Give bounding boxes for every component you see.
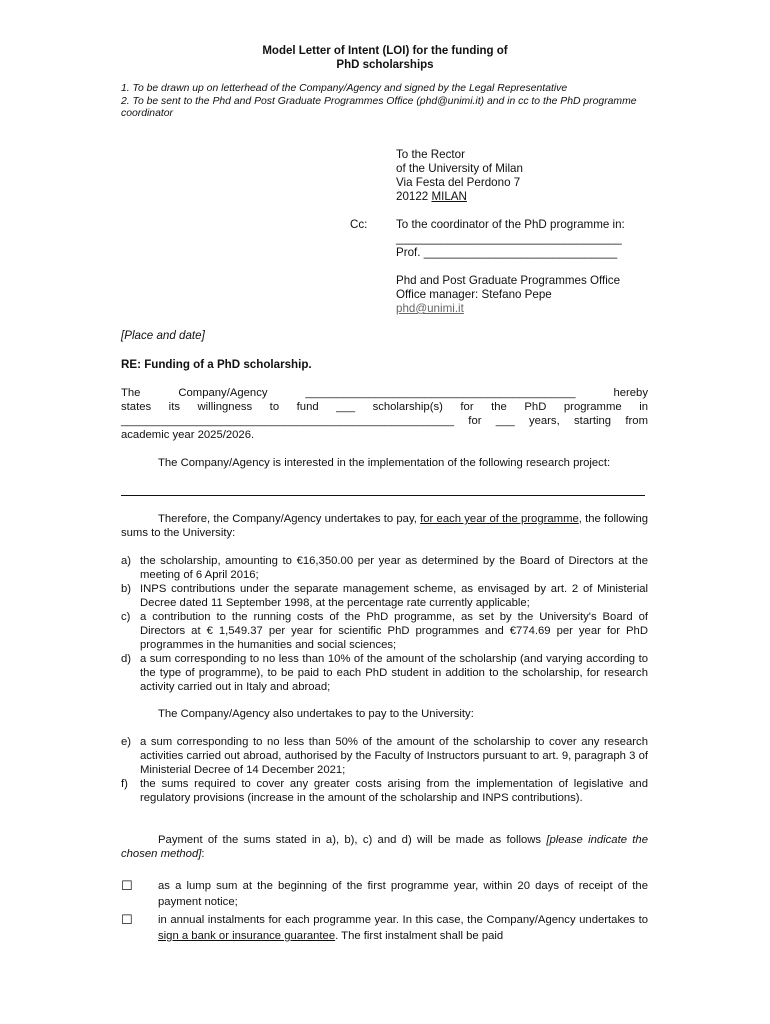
sums-list xyxy=(121,554,648,694)
city: MILAN xyxy=(431,190,467,203)
checkbox-icon[interactable]: ☐ xyxy=(121,912,133,927)
address-line-4 xyxy=(396,190,666,204)
recipient-address xyxy=(396,148,666,204)
postcode: 20122 xyxy=(396,190,429,203)
list-item-text: a contribution to the running costs of the PhD programme, as set by the University's Board of Directors at € 1,549.37 per year for scientific PhD programmes and €774.69 per year for PhD programmes in the humanities and social sciences; xyxy=(140,611,648,651)
paragraph-1-line-3: _____________________________________________________ for ___ years, starting from xyxy=(121,415,648,427)
payment-option-text-start: in annual instalments for each programme year. In this case, the Company/Agency undertakes to xyxy=(158,914,648,926)
list-item xyxy=(121,777,648,805)
cc-office: Phd and Post Graduate Programmes Office xyxy=(396,274,621,287)
list-marker: a) xyxy=(121,555,132,567)
list-marker: e) xyxy=(121,736,132,748)
title-line-2: PhD scholarships xyxy=(336,59,434,71)
address-line-3: Via Festa del Perdono 7 xyxy=(396,176,521,189)
payment-option-text xyxy=(158,912,648,944)
list-item-text: the sums required to cover any greater costs arising from the implementation of legislative and regulatory provisions (increase in the amount of the scholarship and INPS contributions). xyxy=(140,778,648,804)
payment-option-text-end: . The first instalment shall be paid xyxy=(335,930,504,942)
paragraph-1-line-4: academic year 2025/2026. xyxy=(121,429,255,441)
list-item-text: INPS contributions under the separate management scheme, as envisaged by art. 2 of Ministerial Decree dated 11 September 1998, at the percentage rate currently applicable; xyxy=(140,583,648,609)
cc-spacer xyxy=(396,260,676,274)
cc-line-1: To the coordinator of the PhD programme in: xyxy=(396,218,625,231)
list-marker: f) xyxy=(121,778,128,790)
paragraph-2: The Company/Agency is interested in the implementation of the following research project: xyxy=(158,457,611,469)
paragraph-5 xyxy=(121,833,648,861)
paragraph-5-italic: [please indicate the chosen method] xyxy=(121,834,648,860)
paragraph-5-text: Payment of the sums stated in a), b), c) and d) will be made as follows xyxy=(158,834,542,846)
document-title xyxy=(0,44,770,72)
paragraph-3-text: Therefore, the Company/Agency undertakes to pay, xyxy=(158,513,417,525)
instruction-2: 2. To be sent to the Phd and Post Graduate Programmes Office (phd@unimi.it) and in cc to the PhD programme coordinator xyxy=(121,95,637,119)
paragraph-3 xyxy=(121,512,648,540)
list-item xyxy=(121,610,648,652)
paragraph-4: The Company/Agency also undertakes to pay to the University: xyxy=(158,708,474,720)
list-item xyxy=(121,652,648,694)
list-marker: b) xyxy=(121,583,132,595)
checkbox-icon[interactable]: ☐ xyxy=(121,878,133,893)
title-line-1: Model Letter of Intent (LOI) for the funding of xyxy=(262,45,508,57)
payment-option-text: as a lump sum at the beginning of the first programme year, within 20 days of receipt of the payment notice; xyxy=(158,880,648,908)
list-item-text: a sum corresponding to no less than 10% of the amount of the scholarship (and varying according to the type of programme), to be paid to each PhD student in addition to the scholarship, for research activity carried out in Italy and abroad; xyxy=(140,653,648,693)
cc-blank-line: ___________________________________ xyxy=(396,232,622,245)
payment-option-instalments[interactable] xyxy=(121,912,648,944)
project-blank-line xyxy=(121,495,645,496)
additional-sums-list xyxy=(121,735,648,805)
cc-label: Cc: xyxy=(350,218,368,231)
list-item xyxy=(121,735,648,777)
list-item xyxy=(121,582,648,610)
list-item-text: a sum corresponding to no less than 50% of the amount of the scholarship to cover any research activities carried out abroad, authorised by the Faculty of Instructors pursuant to art. 9, paragraph 3 of Ministerial Decree of 14 December 2021; xyxy=(140,736,648,776)
subject-line: RE: Funding of a PhD scholarship. xyxy=(121,358,312,371)
paragraph-1 xyxy=(121,386,648,442)
list-item xyxy=(121,554,648,582)
paragraph-1-line-2: states its willingness to fund ___ scholarship(s) for the PhD programme in xyxy=(121,401,648,413)
cc-manager: Office manager: Stefano Pepe xyxy=(396,288,552,301)
address-line-1: To the Rector xyxy=(396,148,465,161)
list-marker: c) xyxy=(121,611,131,623)
place-and-date: [Place and date] xyxy=(121,329,205,342)
instructions xyxy=(121,83,651,121)
payment-option-lump-sum[interactable] xyxy=(121,878,648,910)
list-marker: d) xyxy=(121,653,132,665)
payment-option-underlined: sign a bank or insurance guarantee xyxy=(158,930,336,942)
paragraph-3-underlined: for each year of the programme xyxy=(420,513,579,525)
paragraph-1-line-1: The Company/Agency ___________________________________________ hereby xyxy=(121,387,648,399)
cc-email-link[interactable]: phd@unimi.it xyxy=(396,302,464,315)
paragraph-3-end: , the following sums to the University: xyxy=(121,513,649,539)
address-line-2: of the University of Milan xyxy=(396,162,523,175)
instruction-1: 1. To be drawn up on letterhead of the Company/Agency and signed by the Legal Representative xyxy=(121,83,568,94)
paragraph-5-end: : xyxy=(201,848,205,860)
list-item-text: the scholarship, amounting to €16,350.00 per year as determined by the Board of Directors at the meeting of 6 April 2016; xyxy=(140,555,648,581)
cc-recipients xyxy=(396,218,676,316)
cc-prof-line: Prof. ______________________________ xyxy=(396,246,618,259)
